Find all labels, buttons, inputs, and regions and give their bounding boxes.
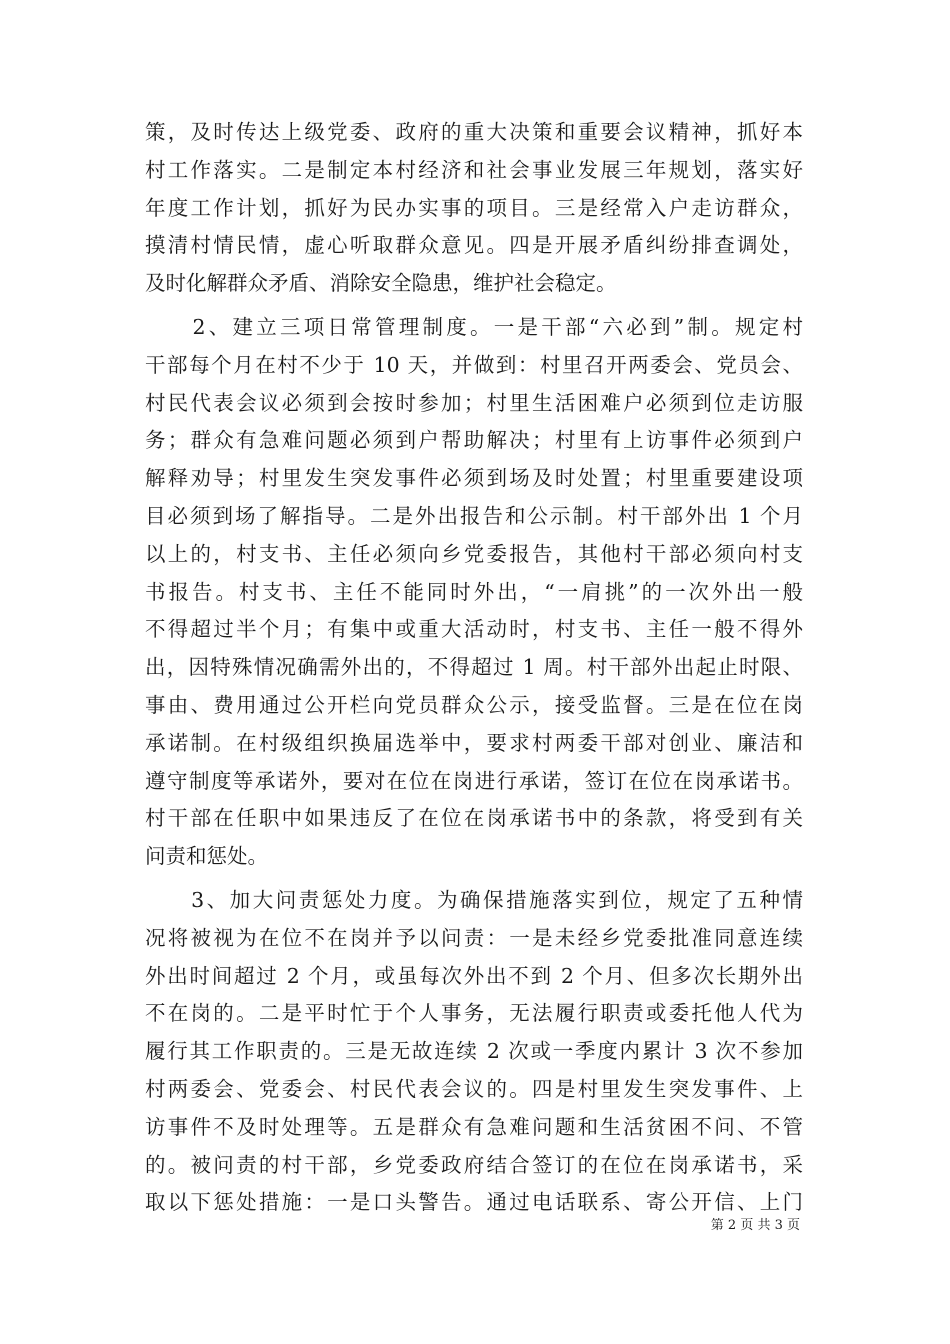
text-line: 以上的，村支书、主任必须向乡党委报告，其他村干部必须向村支 bbox=[145, 541, 803, 566]
text-line: 村工作落实。二是制定本村经济和社会事业发展三年规划，落实好 bbox=[145, 157, 803, 182]
text-line: 外出时间超过 2 个月，或虽每次外出不到 2 个月、但多次长期外出 bbox=[145, 963, 803, 988]
text-line: 况将被视为在位不在岗并予以问责：一是未经乡党委批准同意连续 bbox=[145, 925, 803, 950]
text-line: 目必须到场了解指导。二是外出报告和公示制。村干部外出 1 个月 bbox=[145, 503, 803, 528]
text-line: 书报告。村支书、主任不能同时外出，“一肩挑”的一次外出一般 bbox=[145, 579, 803, 604]
text-line: 村民代表会议必须到会按时参加；村里生活困难户必须到位走访服 bbox=[145, 390, 803, 415]
text-line: 遵守制度等承诺外，要对在位在岗进行承诺，签订在位在岗承诺书。 bbox=[145, 768, 803, 793]
text-line: 村干部在任职中如果违反了在位在岗承诺书中的条款，将受到有关 bbox=[145, 806, 803, 831]
text-line: 出，因特殊情况确需外出的，不得超过 1 周。村干部外出起止时限、 bbox=[145, 655, 803, 680]
paragraph-3 bbox=[145, 882, 803, 1222]
text-line: 务；群众有急难问题必须到户帮助解决；村里有上访事件必须到户 bbox=[145, 428, 803, 453]
text-line: 承诺制。在村级组织换届选举中，要求村两委干部对创业、廉洁和 bbox=[145, 730, 803, 755]
text-line: 的。被问责的村干部，乡党委政府结合签订的在位在岗承诺书，采 bbox=[145, 1152, 803, 1177]
text-line: 访事件不及时处理等。五是群众有急难问题和生活贫困不问、不管 bbox=[145, 1114, 803, 1139]
text-line: 问责和惩处。 bbox=[145, 844, 268, 869]
paragraph-1 bbox=[145, 114, 803, 303]
page-number: 第 2 页 共 3 页 bbox=[710, 1218, 800, 1233]
text-line: 策，及时传达上级党委、政府的重大决策和重要会议精神，抓好本 bbox=[145, 120, 803, 144]
text-line: 干部每个月在村不少于 10 天，并做到：村里召开两委会、党员会、 bbox=[145, 352, 803, 377]
text-line: 履行其工作职责的。三是无故连续 2 次或一季度内累计 3 次不参加 bbox=[145, 1039, 803, 1064]
text-line: 2、建立三项日常管理制度。一是干部“六必到”制。规定村 bbox=[145, 314, 803, 339]
text-line: 取以下惩处措施：一是口头警告。通过电话联系、寄公开信、上门 bbox=[145, 1190, 803, 1215]
text-line: 解释劝导；村里发生突发事件必须到场及时处置；村里重要建设项 bbox=[145, 466, 803, 491]
text-line: 不得超过半个月；有集中或重大活动时，村支书、主任一般不得外 bbox=[145, 617, 803, 642]
document-body bbox=[145, 114, 803, 1222]
text-line: 摸清村情民情，虚心听取群众意见。四是开展矛盾纠纷排查调处， bbox=[145, 233, 803, 258]
paragraph-2 bbox=[145, 309, 803, 876]
text-line: 不在岗的。二是平时忙于个人事务，无法履行职责或委托他人代为 bbox=[145, 1001, 803, 1026]
text-line: 年度工作计划，抓好为民办实事的项目。三是经常入户走访群众， bbox=[145, 195, 803, 220]
text-line: 3、加大问责惩处力度。为确保措施落实到位，规定了五种情 bbox=[145, 887, 803, 912]
text-line: 事由、费用通过公开栏向党员群众公示，接受监督。三是在位在岗 bbox=[145, 692, 803, 717]
text-line: 村两委会、党委会、村民代表会议的。四是村里发生突发事件、上 bbox=[145, 1076, 803, 1101]
text-line: 及时化解群众矛盾、消除安全隐患，维护社会稳定。 bbox=[145, 271, 617, 296]
